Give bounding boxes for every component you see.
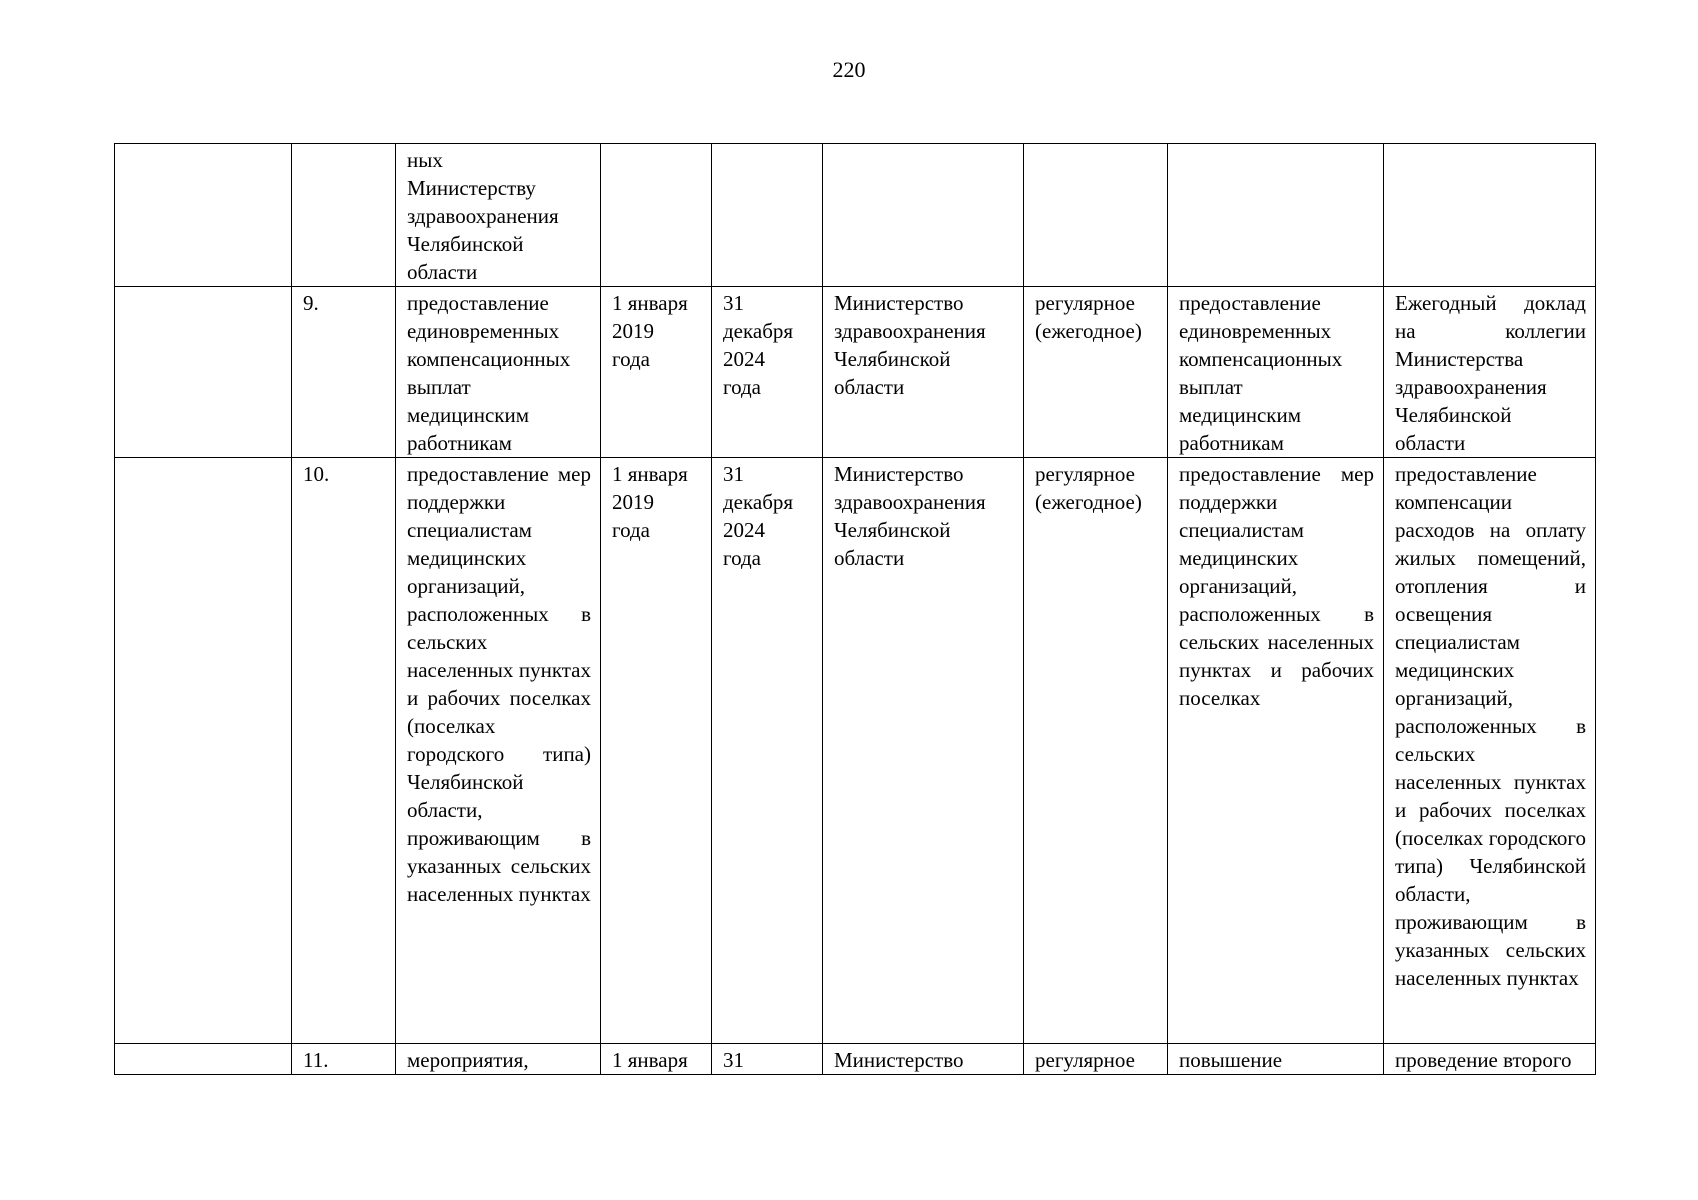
table-cell: [115, 1044, 292, 1075]
table-cell: [115, 144, 292, 287]
start-date-cell: 1 января 2019 года: [601, 287, 712, 458]
frequency-cell: регулярное: [1024, 1044, 1168, 1075]
frequency-cell: регулярное (ежегодное): [1024, 287, 1168, 458]
end-date-cell: 31 декабря 2024 года: [712, 458, 823, 1044]
table-cell: [292, 144, 396, 287]
executor-cell: Министерство здравоохранения Челябинской области: [823, 458, 1024, 1044]
result-cell: предоставление мер поддержки специалистам медицинских организаций, расположенных в сельских населенных пунктах и рабочих поселках: [1168, 458, 1384, 1044]
report-cell: предоставление компенсации расходов на оплату жилых помещений, отопления и освещения специалистам медицинских организаций, расположенных в сельских населенных пунктах и рабочих поселках (поселках городского типа) Челябинской области, проживающим в указанных сельских населенных пунктах: [1384, 458, 1596, 1044]
table-cell: [1168, 144, 1384, 287]
report-cell: проведение второго: [1384, 1044, 1596, 1075]
end-date-cell: 31 декабря 2024 года: [712, 287, 823, 458]
table-cell: [115, 287, 292, 458]
measures-table: [114, 143, 1596, 1075]
executor-cell: Министерство: [823, 1044, 1024, 1075]
row-number-cell: 10.: [292, 458, 396, 1044]
table-cell: [712, 144, 823, 287]
table-row: [115, 458, 1596, 1044]
executor-cell: Министерство здравоохранения Челябинской области: [823, 287, 1024, 458]
row-number-cell: 9.: [292, 287, 396, 458]
result-cell: повышение: [1168, 1044, 1384, 1075]
report-cell: Ежегодный доклад на коллегии Министерства здравоохранения Челябинской области: [1384, 287, 1596, 458]
measure-cell: мероприятия,: [396, 1044, 601, 1075]
table-cell: [601, 144, 712, 287]
table-cell: ных Министерству здравоохранения Челябинской области: [396, 144, 601, 287]
frequency-cell: регулярное (ежегодное): [1024, 458, 1168, 1044]
table-cell: [1024, 144, 1168, 287]
start-date-cell: 1 января: [601, 1044, 712, 1075]
start-date-cell: 1 января 2019 года: [601, 458, 712, 1044]
table-cell: [115, 458, 292, 1044]
row-number-cell: 11.: [292, 1044, 396, 1075]
table-row: [115, 144, 1596, 287]
measure-cell: предоставление мер поддержки специалистам медицинских организаций, расположенных в сельских населенных пунктах и рабочих поселках (поселках городского типа) Челябинской области, проживающим в указанных сельских населенных пунктах: [396, 458, 601, 1044]
table-row: [115, 287, 1596, 458]
measure-cell: предоставление единовременных компенсационных выплат медицинским работникам: [396, 287, 601, 458]
end-date-cell: 31: [712, 1044, 823, 1075]
table-row: [115, 1044, 1596, 1075]
result-cell: предоставление единовременных компенсационных выплат медицинским работникам: [1168, 287, 1384, 458]
table-cell: [823, 144, 1024, 287]
page-number: 220: [832, 57, 866, 82]
table-cell: [1384, 144, 1596, 287]
